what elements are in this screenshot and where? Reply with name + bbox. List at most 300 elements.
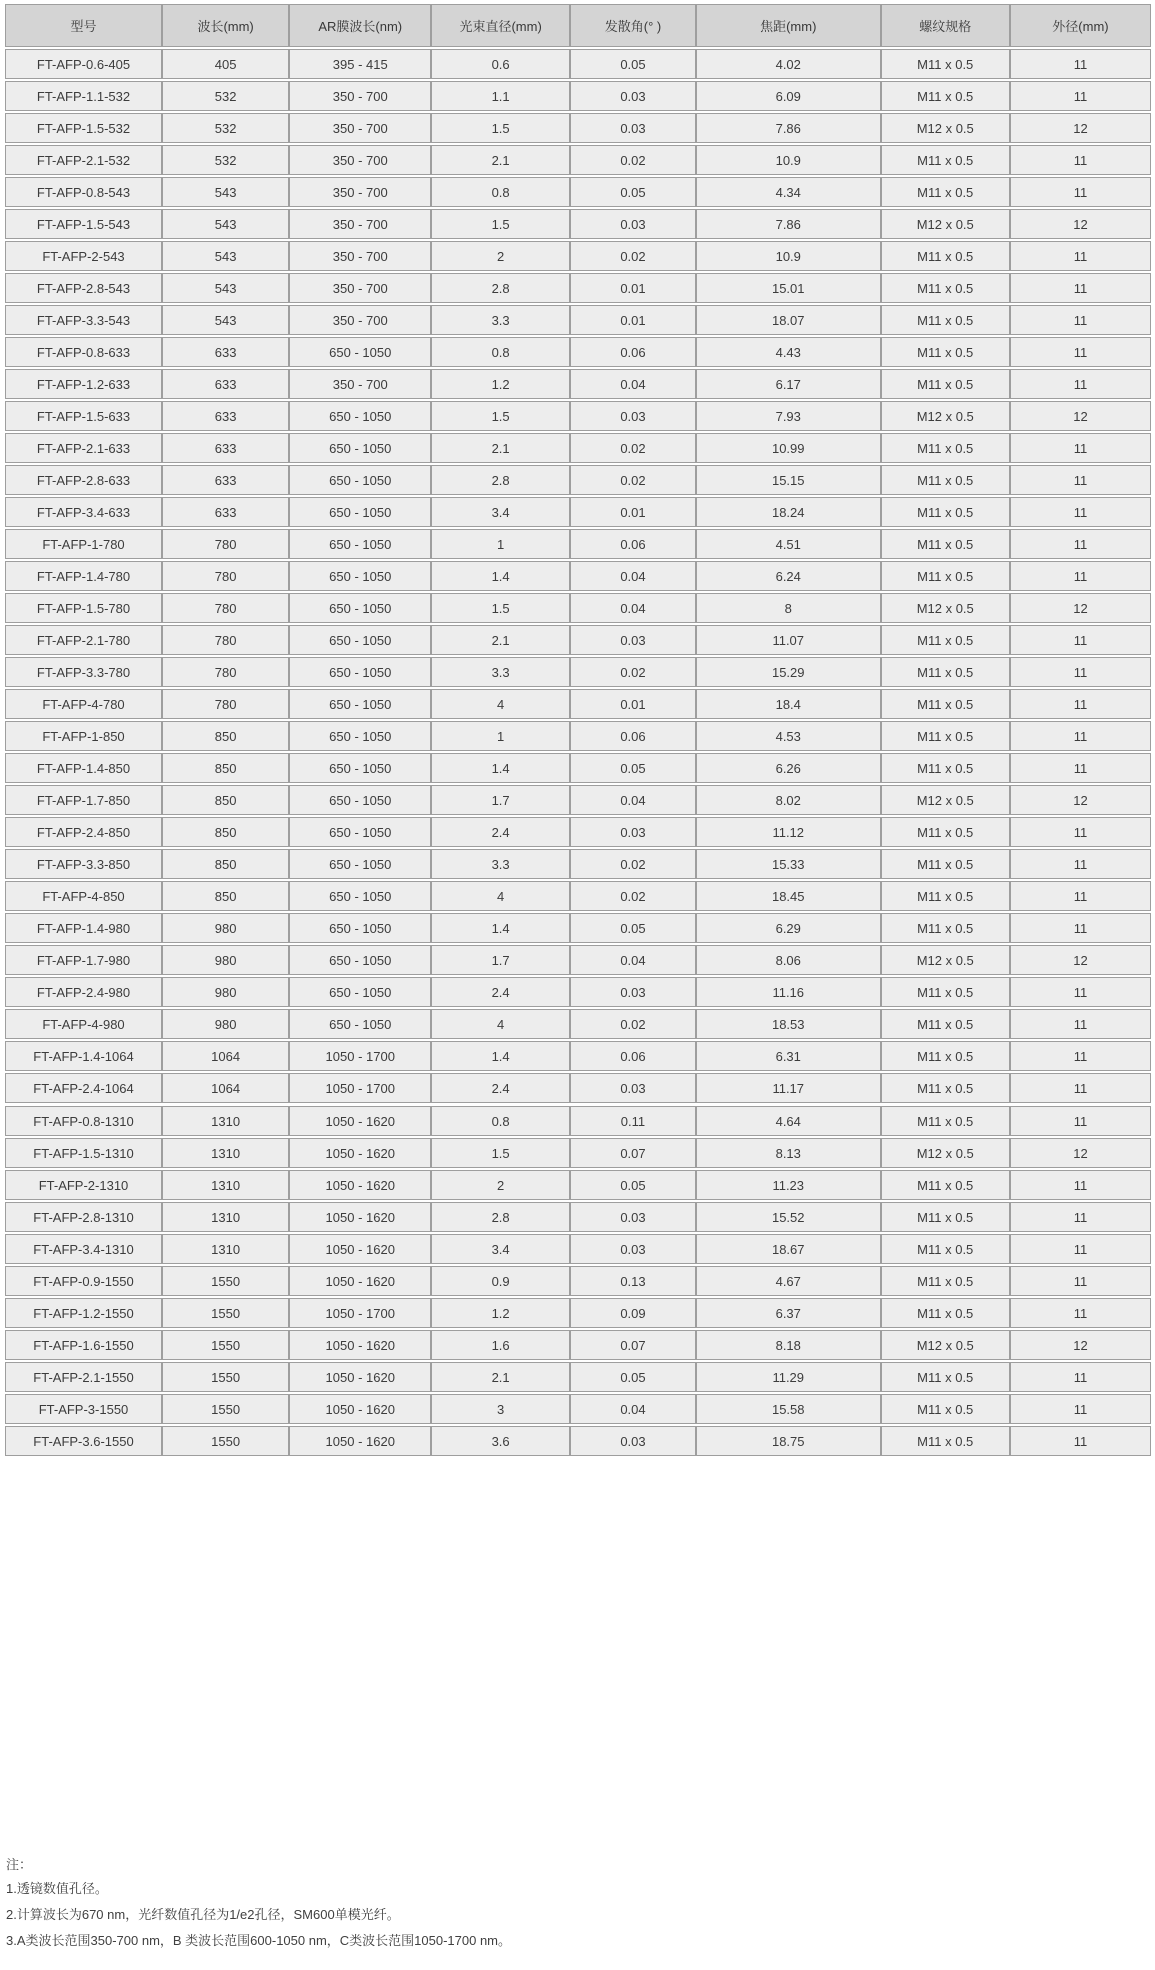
table-cell: 0.09: [570, 1298, 696, 1328]
table-cell: 1.5: [431, 209, 570, 239]
table-cell: FT-AFP-1.5-543: [5, 209, 162, 239]
table-cell: 1550: [162, 1330, 289, 1360]
table-cell: 18.67: [696, 1234, 881, 1264]
table-cell: 1050 - 1700: [289, 1041, 431, 1071]
table-cell: 650 - 1050: [289, 817, 431, 847]
table-cell: 11: [1010, 81, 1151, 111]
table-cell: M11 x 0.5: [881, 625, 1010, 655]
table-cell: 11.16: [696, 977, 881, 1007]
table-cell: 0.03: [570, 113, 696, 143]
table-cell: M11 x 0.5: [881, 49, 1010, 79]
table-cell: 543: [162, 177, 289, 207]
table-cell: FT-AFP-3.6-1550: [5, 1426, 162, 1456]
table-cell: FT-AFP-2.4-1064: [5, 1073, 162, 1103]
table-row: [5, 529, 1151, 559]
table-cell: 650 - 1050: [289, 785, 431, 815]
table-cell: 780: [162, 529, 289, 559]
table-cell: M11 x 0.5: [881, 273, 1010, 303]
table-row: [5, 1073, 1151, 1103]
table-row: [5, 241, 1151, 271]
table-cell: 3.4: [431, 497, 570, 527]
table-cell: 1050 - 1620: [289, 1426, 431, 1456]
table-cell: 3.3: [431, 657, 570, 687]
table-cell: 8.02: [696, 785, 881, 815]
table-cell: M11 x 0.5: [881, 81, 1010, 111]
table-cell: 6.31: [696, 1041, 881, 1071]
table-row: [5, 1234, 1151, 1264]
table-cell: 11.17: [696, 1073, 881, 1103]
table-cell: 0.03: [570, 1426, 696, 1456]
table-row: [5, 1138, 1151, 1168]
table-cell: 350 - 700: [289, 113, 431, 143]
table-cell: 11: [1010, 1362, 1151, 1392]
table-cell: FT-AFP-1.7-850: [5, 785, 162, 815]
table-row: [5, 497, 1151, 527]
table-cell: 12: [1010, 593, 1151, 623]
table-cell: 650 - 1050: [289, 337, 431, 367]
table-row: [5, 1394, 1151, 1424]
table-cell: 10.9: [696, 241, 881, 271]
table-row: [5, 465, 1151, 495]
table-cell: 1050 - 1620: [289, 1330, 431, 1360]
notes-title: 注：: [6, 1857, 33, 1872]
table-cell: 650 - 1050: [289, 401, 431, 431]
table-cell: M11 x 0.5: [881, 337, 1010, 367]
table-cell: FT-AFP-2.1-1550: [5, 1362, 162, 1392]
table-cell: FT-AFP-2.4-850: [5, 817, 162, 847]
table-cell: FT-AFP-1-850: [5, 721, 162, 751]
table-cell: 11: [1010, 1170, 1151, 1200]
table-cell: 543: [162, 305, 289, 335]
table-cell: 0.05: [570, 1170, 696, 1200]
table-cell: 11: [1010, 1009, 1151, 1039]
table-cell: 0.05: [570, 49, 696, 79]
table-cell: 12: [1010, 945, 1151, 975]
table-cell: 980: [162, 945, 289, 975]
table-cell: 0.03: [570, 625, 696, 655]
table-cell: 850: [162, 849, 289, 879]
col-header-beam-diameter: 光束直径(mm): [431, 4, 570, 47]
table-cell: 11: [1010, 977, 1151, 1007]
table-cell: 650 - 1050: [289, 913, 431, 943]
table-cell: 4: [431, 881, 570, 911]
table-cell: 1550: [162, 1394, 289, 1424]
table-cell: 543: [162, 209, 289, 239]
table-cell: 6.37: [696, 1298, 881, 1328]
table-cell: 10.9: [696, 145, 881, 175]
table-cell: 2: [431, 1170, 570, 1200]
table-cell: M11 x 0.5: [881, 849, 1010, 879]
table-cell: 11: [1010, 689, 1151, 719]
table-cell: 0.06: [570, 1041, 696, 1071]
table-cell: 11.07: [696, 625, 881, 655]
table-cell: 12: [1010, 1330, 1151, 1360]
table-cell: 850: [162, 785, 289, 815]
table-cell: 4.67: [696, 1266, 881, 1296]
table-cell: 0.03: [570, 1234, 696, 1264]
table-cell: 2.1: [431, 433, 570, 463]
table-cell: 15.01: [696, 273, 881, 303]
table-cell: 350 - 700: [289, 305, 431, 335]
table-row: [5, 1266, 1151, 1296]
table-cell: FT-AFP-2.1-780: [5, 625, 162, 655]
table-cell: 0.01: [570, 689, 696, 719]
table-cell: 4.64: [696, 1106, 881, 1136]
table-cell: 1.2: [431, 1298, 570, 1328]
table-cell: 0.02: [570, 849, 696, 879]
table-row: [5, 369, 1151, 399]
col-header-outer-diameter: 外径(mm): [1010, 4, 1151, 47]
table-cell: 0.05: [570, 913, 696, 943]
table-cell: 1310: [162, 1170, 289, 1200]
table-cell: FT-AFP-0.9-1550: [5, 1266, 162, 1296]
table-row: [5, 401, 1151, 431]
table-row: [5, 1041, 1151, 1071]
table-cell: 650 - 1050: [289, 529, 431, 559]
table-cell: 12: [1010, 113, 1151, 143]
table-cell: 12: [1010, 401, 1151, 431]
table-cell: FT-AFP-1.2-1550: [5, 1298, 162, 1328]
table-cell: 0.05: [570, 177, 696, 207]
table-cell: 12: [1010, 1138, 1151, 1168]
note-item-2: 2.计算波长为670 nm，光纤数值孔径为1/e2孔径，SM600单模光纤。: [6, 1907, 400, 1922]
table-cell: 0.04: [570, 785, 696, 815]
table-cell: 395 - 415: [289, 49, 431, 79]
table-cell: 11: [1010, 1426, 1151, 1456]
table-cell: M11 x 0.5: [881, 529, 1010, 559]
table-cell: 780: [162, 593, 289, 623]
table-cell: 15.15: [696, 465, 881, 495]
table-cell: 1.4: [431, 1041, 570, 1071]
table-cell: 11.12: [696, 817, 881, 847]
table-cell: 650 - 1050: [289, 657, 431, 687]
table-row: [5, 977, 1151, 1007]
col-header-model: 型号: [5, 4, 162, 47]
table-cell: FT-AFP-0.6-405: [5, 49, 162, 79]
table-cell: 15.33: [696, 849, 881, 879]
table-cell: 3.3: [431, 305, 570, 335]
table-cell: 11: [1010, 1202, 1151, 1232]
table-row: [5, 49, 1151, 79]
table-cell: 4: [431, 1009, 570, 1039]
table-row: [5, 1106, 1151, 1136]
table-row: [5, 1202, 1151, 1232]
table-cell: 633: [162, 337, 289, 367]
table-cell: 11: [1010, 433, 1151, 463]
table-cell: 2.1: [431, 625, 570, 655]
col-header-thread-spec: 螺纹规格: [881, 4, 1010, 47]
table-cell: 6.09: [696, 81, 881, 111]
table-cell: 1050 - 1620: [289, 1202, 431, 1232]
table-row: [5, 145, 1151, 175]
table-cell: 4.51: [696, 529, 881, 559]
table-cell: 4.34: [696, 177, 881, 207]
table-cell: FT-AFP-2-543: [5, 241, 162, 271]
table-cell: M12 x 0.5: [881, 1138, 1010, 1168]
table-row: [5, 1009, 1151, 1039]
table-row: [5, 913, 1151, 943]
table-cell: 980: [162, 977, 289, 1007]
table-cell: 1: [431, 721, 570, 751]
table-cell: 650 - 1050: [289, 1009, 431, 1039]
table-cell: FT-AFP-1.5-633: [5, 401, 162, 431]
table-cell: 650 - 1050: [289, 497, 431, 527]
table-cell: 11: [1010, 721, 1151, 751]
table-cell: 650 - 1050: [289, 433, 431, 463]
table-cell: 2.1: [431, 1362, 570, 1392]
table-cell: 15.29: [696, 657, 881, 687]
notes-section: [5, 1854, 1151, 1954]
table-row: [5, 1426, 1151, 1456]
table-cell: M11 x 0.5: [881, 1073, 1010, 1103]
table-cell: 0.6: [431, 49, 570, 79]
table-cell: M12 x 0.5: [881, 945, 1010, 975]
table-cell: 1050 - 1700: [289, 1073, 431, 1103]
table-cell: 633: [162, 369, 289, 399]
table-cell: 11: [1010, 817, 1151, 847]
table-cell: FT-AFP-1.5-1310: [5, 1138, 162, 1168]
table-cell: 7.86: [696, 209, 881, 239]
table-cell: 11: [1010, 753, 1151, 783]
table-cell: M11 x 0.5: [881, 1170, 1010, 1200]
col-header-divergence-angle: 发散角(° ): [570, 4, 696, 47]
table-cell: M11 x 0.5: [881, 369, 1010, 399]
table-cell: 4.02: [696, 49, 881, 79]
table-cell: 980: [162, 913, 289, 943]
table-row: [5, 1330, 1151, 1360]
table-cell: 2.8: [431, 465, 570, 495]
table-cell: 0.02: [570, 241, 696, 271]
table-cell: FT-AFP-2.1-633: [5, 433, 162, 463]
table-cell: 0.06: [570, 721, 696, 751]
table-cell: 6.29: [696, 913, 881, 943]
table-cell: FT-AFP-1.7-980: [5, 945, 162, 975]
table-cell: FT-AFP-1.5-532: [5, 113, 162, 143]
table-cell: FT-AFP-1.4-980: [5, 913, 162, 943]
table-cell: M11 x 0.5: [881, 1041, 1010, 1071]
table-cell: FT-AFP-0.8-1310: [5, 1106, 162, 1136]
table-cell: 6.24: [696, 561, 881, 591]
table-cell: 1.4: [431, 561, 570, 591]
table-cell: M11 x 0.5: [881, 177, 1010, 207]
table-row: [5, 209, 1151, 239]
table-cell: 1050 - 1620: [289, 1138, 431, 1168]
table-cell: 11: [1010, 1298, 1151, 1328]
table-cell: FT-AFP-2.1-532: [5, 145, 162, 175]
table-cell: M11 x 0.5: [881, 913, 1010, 943]
table-row: [5, 945, 1151, 975]
table-cell: 1550: [162, 1426, 289, 1456]
table-row: [5, 849, 1151, 879]
table-cell: 11: [1010, 1073, 1151, 1103]
col-header-focal-length: 焦距(mm): [696, 4, 881, 47]
table-cell: 12: [1010, 785, 1151, 815]
table-cell: 11: [1010, 913, 1151, 943]
table-cell: FT-AFP-1.4-780: [5, 561, 162, 591]
table-cell: 7.86: [696, 113, 881, 143]
table-cell: 0.13: [570, 1266, 696, 1296]
table-cell: M12 x 0.5: [881, 401, 1010, 431]
table-cell: 11: [1010, 657, 1151, 687]
table-cell: 3.4: [431, 1234, 570, 1264]
table-cell: 780: [162, 657, 289, 687]
table-cell: 1064: [162, 1073, 289, 1103]
table-cell: 18.75: [696, 1426, 881, 1456]
table-cell: M11 x 0.5: [881, 497, 1010, 527]
table-cell: FT-AFP-0.8-633: [5, 337, 162, 367]
table-cell: 11: [1010, 529, 1151, 559]
table-cell: 0.05: [570, 1362, 696, 1392]
table-cell: 633: [162, 401, 289, 431]
table-cell: 850: [162, 721, 289, 751]
table-cell: 0.01: [570, 305, 696, 335]
table-cell: 980: [162, 1009, 289, 1039]
table-cell: 1: [431, 529, 570, 559]
table-cell: 11: [1010, 273, 1151, 303]
table-cell: FT-AFP-1.5-780: [5, 593, 162, 623]
table-cell: 780: [162, 689, 289, 719]
table-cell: 0.04: [570, 561, 696, 591]
table-cell: M11 x 0.5: [881, 1202, 1010, 1232]
table-cell: 1.1: [431, 81, 570, 111]
table-cell: 532: [162, 113, 289, 143]
table-cell: 0.04: [570, 593, 696, 623]
table-cell: 11: [1010, 1041, 1151, 1071]
table-cell: 2: [431, 241, 570, 271]
table-cell: 0.04: [570, 369, 696, 399]
table-row: [5, 337, 1151, 367]
table-row: [5, 625, 1151, 655]
table-cell: 650 - 1050: [289, 561, 431, 591]
table-cell: 2.4: [431, 1073, 570, 1103]
table-cell: M12 x 0.5: [881, 209, 1010, 239]
table-cell: 633: [162, 433, 289, 463]
table-cell: 0.02: [570, 465, 696, 495]
table-cell: 0.03: [570, 1202, 696, 1232]
table-cell: 1.7: [431, 945, 570, 975]
table-cell: 1310: [162, 1234, 289, 1264]
table-cell: 2.4: [431, 977, 570, 1007]
table-row: [5, 817, 1151, 847]
table-cell: FT-AFP-2.8-543: [5, 273, 162, 303]
table-cell: M11 x 0.5: [881, 721, 1010, 751]
table-row: [5, 305, 1151, 335]
table-cell: M11 x 0.5: [881, 561, 1010, 591]
table-cell: 0.9: [431, 1266, 570, 1296]
table-cell: M11 x 0.5: [881, 817, 1010, 847]
table-cell: 350 - 700: [289, 177, 431, 207]
table-cell: FT-AFP-0.8-543: [5, 177, 162, 207]
table-cell: 350 - 700: [289, 241, 431, 271]
table-cell: 11: [1010, 1234, 1151, 1264]
table-cell: FT-AFP-2.8-633: [5, 465, 162, 495]
table-cell: 18.07: [696, 305, 881, 335]
table-cell: 350 - 700: [289, 369, 431, 399]
table-cell: 11: [1010, 1106, 1151, 1136]
table-cell: FT-AFP-3.3-543: [5, 305, 162, 335]
table-cell: 15.52: [696, 1202, 881, 1232]
table-cell: FT-AFP-2.4-980: [5, 977, 162, 1007]
table-row: [5, 561, 1151, 591]
table-row: [5, 689, 1151, 719]
table-cell: 650 - 1050: [289, 593, 431, 623]
table-cell: M11 x 0.5: [881, 433, 1010, 463]
table-cell: 11: [1010, 1394, 1151, 1424]
spec-table: [5, 4, 1151, 1456]
table-cell: 650 - 1050: [289, 689, 431, 719]
table-row: [5, 785, 1151, 815]
table-cell: 1.5: [431, 593, 570, 623]
table-cell: 1550: [162, 1298, 289, 1328]
table-cell: 1550: [162, 1266, 289, 1296]
table-cell: 543: [162, 241, 289, 271]
table-cell: M11 x 0.5: [881, 977, 1010, 1007]
table-cell: 405: [162, 49, 289, 79]
table-cell: 11: [1010, 881, 1151, 911]
table-cell: 1.2: [431, 369, 570, 399]
table-cell: 780: [162, 561, 289, 591]
table-cell: 11: [1010, 1266, 1151, 1296]
table-cell: 0.8: [431, 337, 570, 367]
table-cell: 633: [162, 465, 289, 495]
table-cell: 1310: [162, 1106, 289, 1136]
table-cell: 1.5: [431, 1138, 570, 1168]
table-cell: 11: [1010, 337, 1151, 367]
table-cell: M11 x 0.5: [881, 465, 1010, 495]
table-cell: FT-AFP-1-780: [5, 529, 162, 559]
table-cell: 0.03: [570, 977, 696, 1007]
table-cell: 0.01: [570, 497, 696, 527]
table-cell: M12 x 0.5: [881, 785, 1010, 815]
table-cell: 11: [1010, 305, 1151, 335]
table-cell: 0.03: [570, 209, 696, 239]
note-item-1: 1.透镜数值孔径。: [6, 1881, 108, 1896]
table-cell: 4.53: [696, 721, 881, 751]
table-cell: FT-AFP-2-1310: [5, 1170, 162, 1200]
table-cell: 11: [1010, 241, 1151, 271]
table-cell: 650 - 1050: [289, 881, 431, 911]
table-row: [5, 657, 1151, 687]
table-cell: 650 - 1050: [289, 977, 431, 1007]
table-cell: 850: [162, 881, 289, 911]
table-cell: 8.13: [696, 1138, 881, 1168]
table-cell: 18.24: [696, 497, 881, 527]
table-cell: 0.02: [570, 657, 696, 687]
table-cell: 8.06: [696, 945, 881, 975]
table-cell: 1.4: [431, 913, 570, 943]
table-cell: M11 x 0.5: [881, 881, 1010, 911]
table-cell: FT-AFP-1.4-850: [5, 753, 162, 783]
table-row: [5, 1298, 1151, 1328]
table-cell: 7.93: [696, 401, 881, 431]
table-cell: 0.06: [570, 337, 696, 367]
table-cell: M11 x 0.5: [881, 1394, 1010, 1424]
table-row: [5, 1362, 1151, 1392]
table-cell: 1.5: [431, 113, 570, 143]
table-cell: 1050 - 1620: [289, 1266, 431, 1296]
table-cell: 11: [1010, 177, 1151, 207]
table-cell: 850: [162, 753, 289, 783]
table-cell: 650 - 1050: [289, 945, 431, 975]
table-cell: 1050 - 1620: [289, 1362, 431, 1392]
col-header-ar-coating-wavelength: AR膜波长(nm): [289, 4, 431, 47]
table-cell: M11 x 0.5: [881, 1298, 1010, 1328]
table-cell: 6.26: [696, 753, 881, 783]
table-cell: M11 x 0.5: [881, 1106, 1010, 1136]
table-row: [5, 753, 1151, 783]
table-cell: 650 - 1050: [289, 465, 431, 495]
table-cell: M11 x 0.5: [881, 1009, 1010, 1039]
